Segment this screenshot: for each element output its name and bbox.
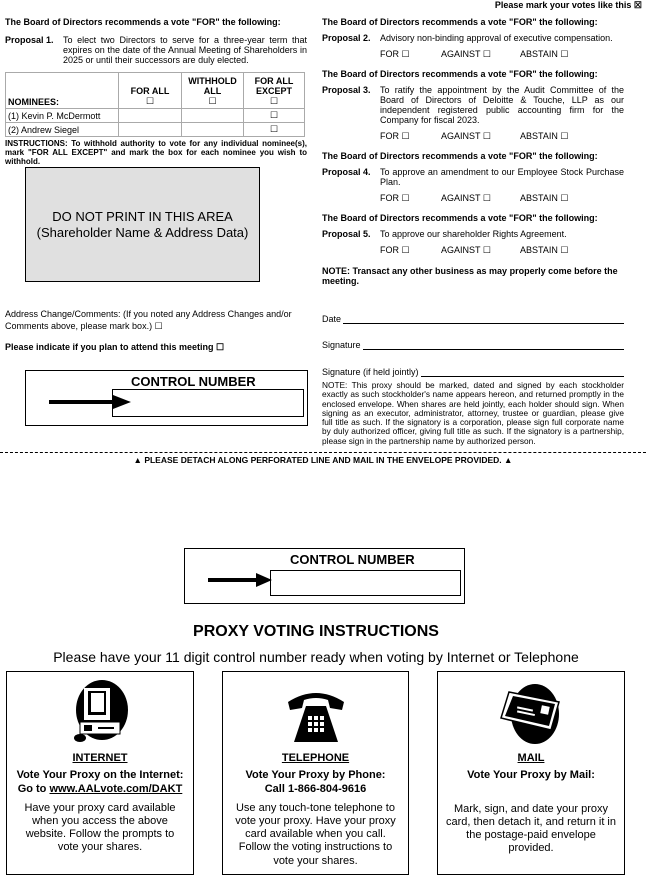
phone-number: Call 1-866-804-9616 (264, 782, 367, 795)
right-column (322, 17, 627, 286)
signature-joint-label: Signature (if held jointly) (322, 367, 419, 377)
vote-against[interactable]: AGAINST ☐ (441, 131, 491, 141)
proposal-3 (322, 85, 624, 125)
nominee-name: (1) Kevin P. McDermott (6, 109, 119, 123)
card-body: Use any touch-tone telephone to vote your proxy. Have your proxy card available when you call. Follow the voting instructions to vote your shares. (235, 801, 396, 867)
vote-abstain[interactable]: ABSTAIN ☐ (520, 245, 569, 255)
voting-website-link[interactable]: www.AALvote.com/DAKT (49, 782, 183, 795)
control-number-field[interactable] (112, 389, 304, 417)
do-not-print-sub: (Shareholder Name & Address Data) (36, 224, 249, 240)
address-area (25, 167, 260, 282)
proposal-1 (5, 35, 307, 65)
col-withhold: WITHHOLD ALL (188, 76, 237, 96)
proposal-5 (322, 229, 624, 239)
vote-against[interactable]: AGAINST ☐ (441, 245, 491, 255)
proposal-text: To approve our shareholder Rights Agreement. (380, 229, 567, 239)
signature-line[interactable] (322, 340, 624, 350)
control-number-box-2 (184, 548, 465, 604)
nominee-checkbox[interactable]: ☐ (244, 123, 305, 137)
proposal-4 (322, 167, 624, 187)
proposal-block (322, 151, 627, 204)
vote-options (322, 245, 627, 256)
do-not-print: DO NOT PRINT IN THIS AREA (52, 208, 233, 224)
proposal-2 (322, 33, 624, 43)
detach-instruction: ▲ PLEASE DETACH ALONG PERFORATED LINE AND MAIL IN THE ENVELOPE PROVIDED. ▲ (133, 455, 513, 465)
proposal-text: Advisory non-binding approval of executive compensation. (380, 33, 613, 43)
vote-for[interactable]: FOR ☐ (380, 49, 410, 59)
vote-against[interactable]: AGAINST ☐ (441, 49, 491, 59)
computer-icon (70, 680, 130, 744)
checkbox-for-all[interactable]: ☐ (145, 96, 155, 106)
mail-card (437, 671, 625, 875)
other-business-note: NOTE: Transact any other business as may properly come before the meeting. (322, 266, 618, 286)
date-line[interactable] (322, 314, 624, 324)
proposal-block (322, 213, 627, 256)
card-heading: TELEPHONE (281, 752, 350, 765)
vote-abstain[interactable]: ABSTAIN ☐ (520, 131, 569, 141)
signing-note: NOTE: This proxy should be marked, dated and signed by each stockholder exactly as such stockholder's name appears hereon, and returned promptly in the enclosed envelope. When shares are held jointly, each holder should sign. When signing as an executor, administrator, attorney, trustee or guardian, please give full title as such. If the signatory is a corporation, please sign full corporate name by duly authorized officer, giving full title as such. If the signatory is a partnership, please sign in the partnership name by authorized person. (322, 380, 624, 446)
proposal-text: To approve an amendment to our Employee Stock Purchase Plan. (380, 167, 624, 187)
board-heading: The Board of Directors recommends a vote "FOR" the following: (322, 69, 598, 79)
telephone-card (222, 671, 409, 875)
vote-abstain[interactable]: ABSTAIN ☐ (520, 193, 569, 203)
vote-options (322, 193, 627, 204)
vote-for[interactable]: FOR ☐ (380, 245, 410, 255)
proposal-block (322, 69, 627, 142)
proposal-text: To ratify the appointment by the Audit Committee of the Board of Directors of Deloitte & Touche, LLP as our independent registered public accounting firm for the Company for fiscal 2023. (380, 85, 624, 125)
checkbox-withhold[interactable]: ☐ (208, 96, 217, 106)
table-row (6, 109, 305, 123)
nominees-table (5, 72, 305, 137)
envelope-icon (499, 682, 563, 744)
proposal-label: Proposal 1. (5, 35, 54, 45)
control-number-field[interactable] (270, 570, 461, 596)
proposal-label: Proposal 4. (322, 167, 371, 177)
card-body: Have your proxy card available when you access the above website. Follow the prompts to vote your shares. (24, 801, 176, 854)
proposal-block (322, 17, 627, 60)
proposal-text: To elect two Directors to serve for a three-year term that expires on the date of the Annual Meeting of Shareholders in 2025 or until their successors are duly elected. (63, 35, 307, 65)
card-line1: Vote Your Proxy on the Internet: (16, 769, 184, 782)
board-heading: The Board of Directors recommends a vote "FOR" the following: (322, 17, 598, 27)
control-number-label: CONTROL NUMBER (131, 374, 256, 389)
arrow-right-icon (208, 573, 272, 587)
vote-abstain[interactable]: ABSTAIN ☐ (520, 49, 569, 59)
signature-label: Signature (322, 340, 361, 350)
col-for-all: FOR ALL (130, 86, 170, 96)
address-change[interactable]: Address Change/Comments: (If you noted any Address Changes and/or Comments above, please mark box.) ☐ (5, 309, 292, 331)
vote-for[interactable]: FOR ☐ (380, 193, 410, 203)
telephone-icon (286, 684, 346, 744)
proposal-label: Proposal 5. (322, 229, 371, 239)
internet-card (6, 671, 194, 875)
instructions-subtitle: Please have your 11 digit control number ready when voting by Internet or Telephone (53, 649, 579, 665)
signature-joint-line[interactable] (322, 367, 624, 377)
card-heading: INTERNET (72, 752, 128, 765)
card-line1: Vote Your Proxy by Phone: (245, 769, 386, 782)
proposal-label: Proposal 3. (322, 85, 371, 95)
col-for-all-except: FOR ALL EXCEPT (254, 76, 294, 96)
board-heading: The Board of Directors recommends a vote "FOR" the following: (322, 151, 598, 161)
card-line2: Go to (17, 782, 50, 795)
control-number-label: CONTROL NUMBER (290, 552, 415, 567)
card-line1: Vote Your Proxy by Mail: (467, 769, 595, 782)
card-heading: MAIL (517, 752, 545, 765)
card-body: Mark, sign, and date your proxy card, then detach it, and return it in the postage-paid envelope provided. (446, 802, 616, 855)
board-heading: The Board of Directors recommends a vote "FOR" the following: (322, 213, 598, 223)
attend-meeting[interactable]: Please indicate if you plan to attend this meeting ☐ (5, 342, 225, 352)
checkbox-for-all-except[interactable]: ☐ (269, 96, 279, 106)
vote-options (322, 131, 627, 142)
proposal-label: Proposal 2. (322, 33, 371, 43)
vote-options (322, 49, 627, 60)
instructions-title: PROXY VOTING INSTRUCTIONS (193, 623, 439, 640)
board-heading: The Board of Directors recommends a vote "FOR" the following: (5, 17, 281, 27)
table-row (6, 123, 305, 137)
vote-for[interactable]: FOR ☐ (380, 131, 410, 141)
nominee-name: (2) Andrew Siegel (6, 123, 119, 137)
instructions: INSTRUCTIONS: To withhold authority to vote for any individual nominee(s), mark "FOR ALL EXCEPT" and mark the box for each nominee you wish to withhold. (5, 139, 307, 167)
vote-against[interactable]: AGAINST ☐ (441, 193, 491, 203)
nominee-checkbox[interactable]: ☐ (244, 109, 305, 123)
perforated-line (0, 452, 646, 453)
control-number-box (25, 370, 308, 426)
mark-hint: Please mark your votes like this ☒ (494, 0, 642, 10)
nominees-header: NOMINEES: (6, 73, 119, 109)
date-label: Date (322, 314, 342, 324)
